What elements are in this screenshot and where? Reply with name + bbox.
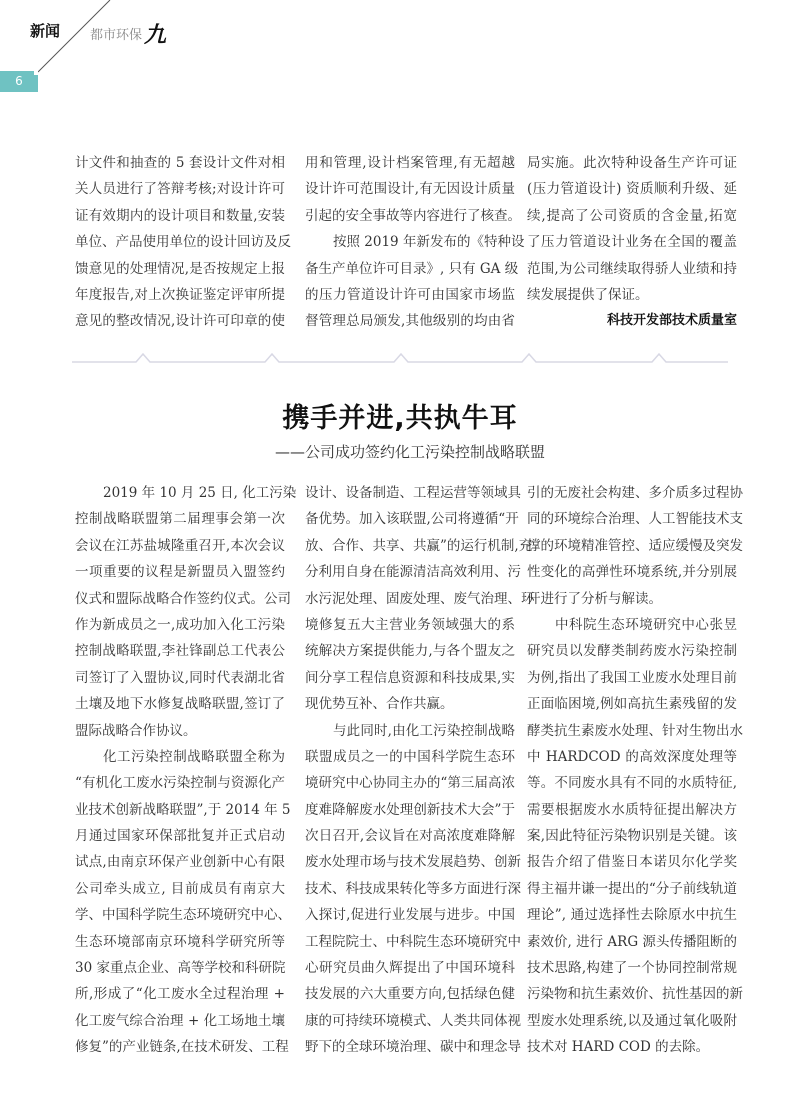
author-signature: 科技开发部技术质量室	[606, 313, 737, 329]
text-line: 心研究员曲久辉提出了中国环境科	[305, 960, 515, 977]
text-line: 现优势互补、合作共赢。	[305, 696, 454, 713]
text-line: 生态环境部南京环境科学研究所等	[75, 933, 285, 950]
text-line: 按照 2019 年新发布的《特种设	[333, 234, 525, 251]
text-line: 正面临困境,例如高抗生素残留的发	[527, 696, 737, 713]
text-line: 督管理总局颁发,其他级别的均由省	[305, 313, 515, 330]
article-subtitle: ——公司成功签约化工污染控制战略联盟	[274, 443, 545, 461]
text-line: 试点,由南京环保产业创新中心有限	[75, 854, 285, 871]
text-line: 污染物和抗生素效价、抗性基因的新	[527, 986, 743, 1003]
text-line: 学、中国科学院生态环境研究中心、	[75, 907, 291, 924]
text-line: 统解决方案提供能力,与各个盟友之	[305, 643, 515, 660]
text-line: 仪式和盟际战略合作签约仪式。公司	[75, 590, 291, 607]
page-number: 6	[0, 71, 38, 92]
text-line: 用和管理,设计档案管理,有无超越	[305, 155, 515, 171]
text-line: 境研究中心协同主办的“第三届高浓	[305, 775, 515, 792]
text-line: 2019 年 10 月 25 日, 化工污染	[103, 485, 297, 501]
text-line: 控制战略联盟第二届理事会第一次	[75, 511, 285, 528]
text-line: 性变化的高弹性环境系统,并分别展	[527, 564, 737, 581]
text-line: 公司牵头成立, 目前成员有南京大	[75, 880, 285, 897]
text-line: 技术思路,构建了一个协同控制常规	[527, 960, 737, 977]
text-line: 年度报告,对上次换证鉴定评审所提	[75, 286, 285, 303]
paragraph	[75, 480, 297, 744]
text-line: 30 家重点企业、高等学校和科研院	[75, 960, 286, 977]
text-line: 设计许可范围设计,有无因设计质量	[305, 181, 515, 198]
text-line: 放、合作、共享、共赢”的运行机制,充	[305, 537, 533, 554]
text-line: 研究员以发酵类制药废水污染控制	[527, 643, 737, 660]
text-line: 次日召开,会议旨在对高浓度难降解	[305, 828, 515, 845]
section-label: 新闻	[30, 22, 61, 40]
text-line: 联盟成员之一的中国科学院生态环	[305, 748, 515, 765]
text-line: 引的无废社会构建、多介质多过程协	[527, 485, 743, 501]
text-line: 撑的环境精准管控、适应缓慢及突发	[527, 537, 743, 554]
text-line: 水污泥处理、固废处理、废气治理、环	[305, 590, 535, 607]
text-line: 的压力管道设计许可由国家市场监	[305, 286, 515, 303]
text-line: “有机化工废水污染控制与资源化产	[75, 775, 285, 792]
text-line: 需要根据废水水质特征提出解决方	[527, 801, 737, 818]
text-column	[527, 150, 737, 335]
text-line: 型废水处理系统,以及通过氧化吸附	[527, 1012, 737, 1029]
text-line: 作为新成员之一,成功加入化工污染	[75, 616, 285, 633]
text-line: 分利用自身在能源清洁高效利用、污	[305, 564, 521, 581]
text-line: 设计、设备制造、工程运营等领域具	[305, 485, 521, 501]
paragraph	[527, 612, 743, 1061]
text-line: 废水处理市场与技术发展趋势、创新	[305, 854, 521, 871]
text-line: 月通过国家环保部批复并正式启动	[75, 828, 285, 845]
text-line: 续,提高了公司资质的含金量,拓宽	[527, 207, 737, 224]
text-line: 修复”的产业链条,在技术研发、工程	[75, 1039, 289, 1056]
article-title: 携手并进,共执牛耳	[282, 403, 518, 434]
text-line: 馈意见的处理情况,是否按规定上报	[75, 260, 285, 277]
text-line: 与此同时,由化工污染控制战略	[333, 722, 515, 739]
text-line: 理论”, 通过选择性去除原水中抗生	[527, 907, 737, 924]
magazine-logo-text: 都市环保	[90, 28, 143, 43]
text-line: 境修复五大主营业务领域强大的系	[305, 616, 515, 633]
text-column	[527, 480, 743, 1061]
text-line: 关人员进行了答辩考核;对设计许可	[75, 181, 285, 198]
text-column	[305, 480, 535, 1061]
text-line: 化工废气综合治理 + 化工场地土壤	[75, 1012, 285, 1029]
text-line: 司签订了入盟协议,同时代表湖北省	[75, 669, 285, 686]
paragraph	[305, 718, 521, 1061]
paragraph	[75, 744, 291, 1061]
text-line: 一项重要的议程是新盟员入盟签约	[75, 564, 285, 581]
text-line: 局实施。此次特种设备生产许可证	[527, 155, 737, 171]
text-line: 度难降解废水处理创新技术大会”于	[305, 801, 515, 818]
text-line: 业技术创新战略联盟”,于 2014 年 5	[75, 801, 291, 818]
text-line: 素效价, 进行 ARG 源头传播阻断的	[527, 933, 737, 950]
text-line: 案,因此特征污染物识别是关键。该	[527, 828, 737, 845]
text-line: 范围,为公司继续取得骄人业绩和持	[527, 260, 737, 277]
text-line: 计文件和抽查的 5 套设计文件对相	[75, 155, 285, 171]
text-line: 引起的安全事故等内容进行了核查。	[305, 207, 521, 224]
paragraph	[305, 150, 521, 229]
text-line: 同的环境综合治理、人工智能技术支	[527, 511, 743, 528]
paragraph	[527, 480, 743, 612]
text-line: 续发展提供了保证。	[527, 286, 649, 303]
text-line: 工程院院士、中科院生态环境研究中	[305, 933, 521, 950]
text-line: 土壤及地下水修复战略联盟,签订了	[75, 696, 285, 713]
text-line: 等。不同废水具有不同的水质特征,	[527, 775, 737, 792]
text-line: 中 HARDCOD 的高效深度处理等	[527, 748, 737, 765]
text-line: 证有效期内的设计项目和数量,安装	[75, 207, 285, 224]
text-line: 控制战略联盟,李社锋副总工代表公	[75, 643, 285, 660]
text-line: 意见的整改情况,设计许可印章的使	[75, 313, 285, 330]
text-line: 开进行了分析与解读。	[527, 590, 662, 607]
paragraph	[305, 229, 525, 335]
text-line: 报告介绍了借鉴日本诺贝尔化学奖	[527, 854, 737, 871]
text-column	[305, 150, 525, 335]
text-line: 了压力管道设计业务在全国的覆盖	[527, 234, 737, 251]
text-line: 入探讨,促进行业发展与进步。中国	[305, 907, 515, 924]
text-line: 单位、产品使用单位的设计回访及反	[75, 234, 291, 251]
text-line: 技术、科技成果转化等多方面进行深	[305, 880, 521, 897]
paragraph	[75, 150, 291, 335]
text-line: (压力管道设计) 资质顺利升级、延	[527, 181, 737, 198]
text-line: 康的可持续环境模式、人类共同体视	[305, 1012, 521, 1029]
text-line: 化工污染控制战略联盟全称为	[103, 748, 285, 765]
text-column	[75, 150, 291, 335]
text-line: 得主福井谦一提出的“分子前线轨道	[527, 880, 737, 897]
text-line: 技术对 HARD COD 的去除。	[527, 1039, 710, 1056]
text-line: 野下的全球环境治理、碳中和理念导	[305, 1039, 521, 1056]
paragraph	[527, 150, 737, 308]
text-column	[75, 480, 297, 1061]
magazine-logo-calligraphy: 九	[144, 22, 167, 48]
text-line: 技发展的六大重要方向,包括绿色健	[305, 986, 515, 1003]
text-line: 盟际战略合作协议。	[75, 722, 197, 739]
paragraph	[305, 480, 535, 718]
section-divider	[72, 348, 732, 368]
text-line: 备优势。加入该联盟,公司将遵循“开	[305, 511, 519, 528]
text-line: 中科院生态环境研究中心张昱	[555, 616, 737, 633]
text-line: 备生产单位许可目录》, 只有 GA 级	[305, 260, 519, 277]
text-line: 间分享工程信息资源和科技成果,实	[305, 669, 515, 686]
text-line: 为例,指出了我国工业废水处理目前	[527, 669, 737, 686]
text-line: 会议在江苏盐城隆重召开,本次会议	[75, 537, 285, 554]
text-line: 所,形成了“化工废水全过程治理 +	[75, 986, 285, 1003]
text-line: 酵类抗生素废水处理、针对生物出水	[527, 722, 743, 739]
